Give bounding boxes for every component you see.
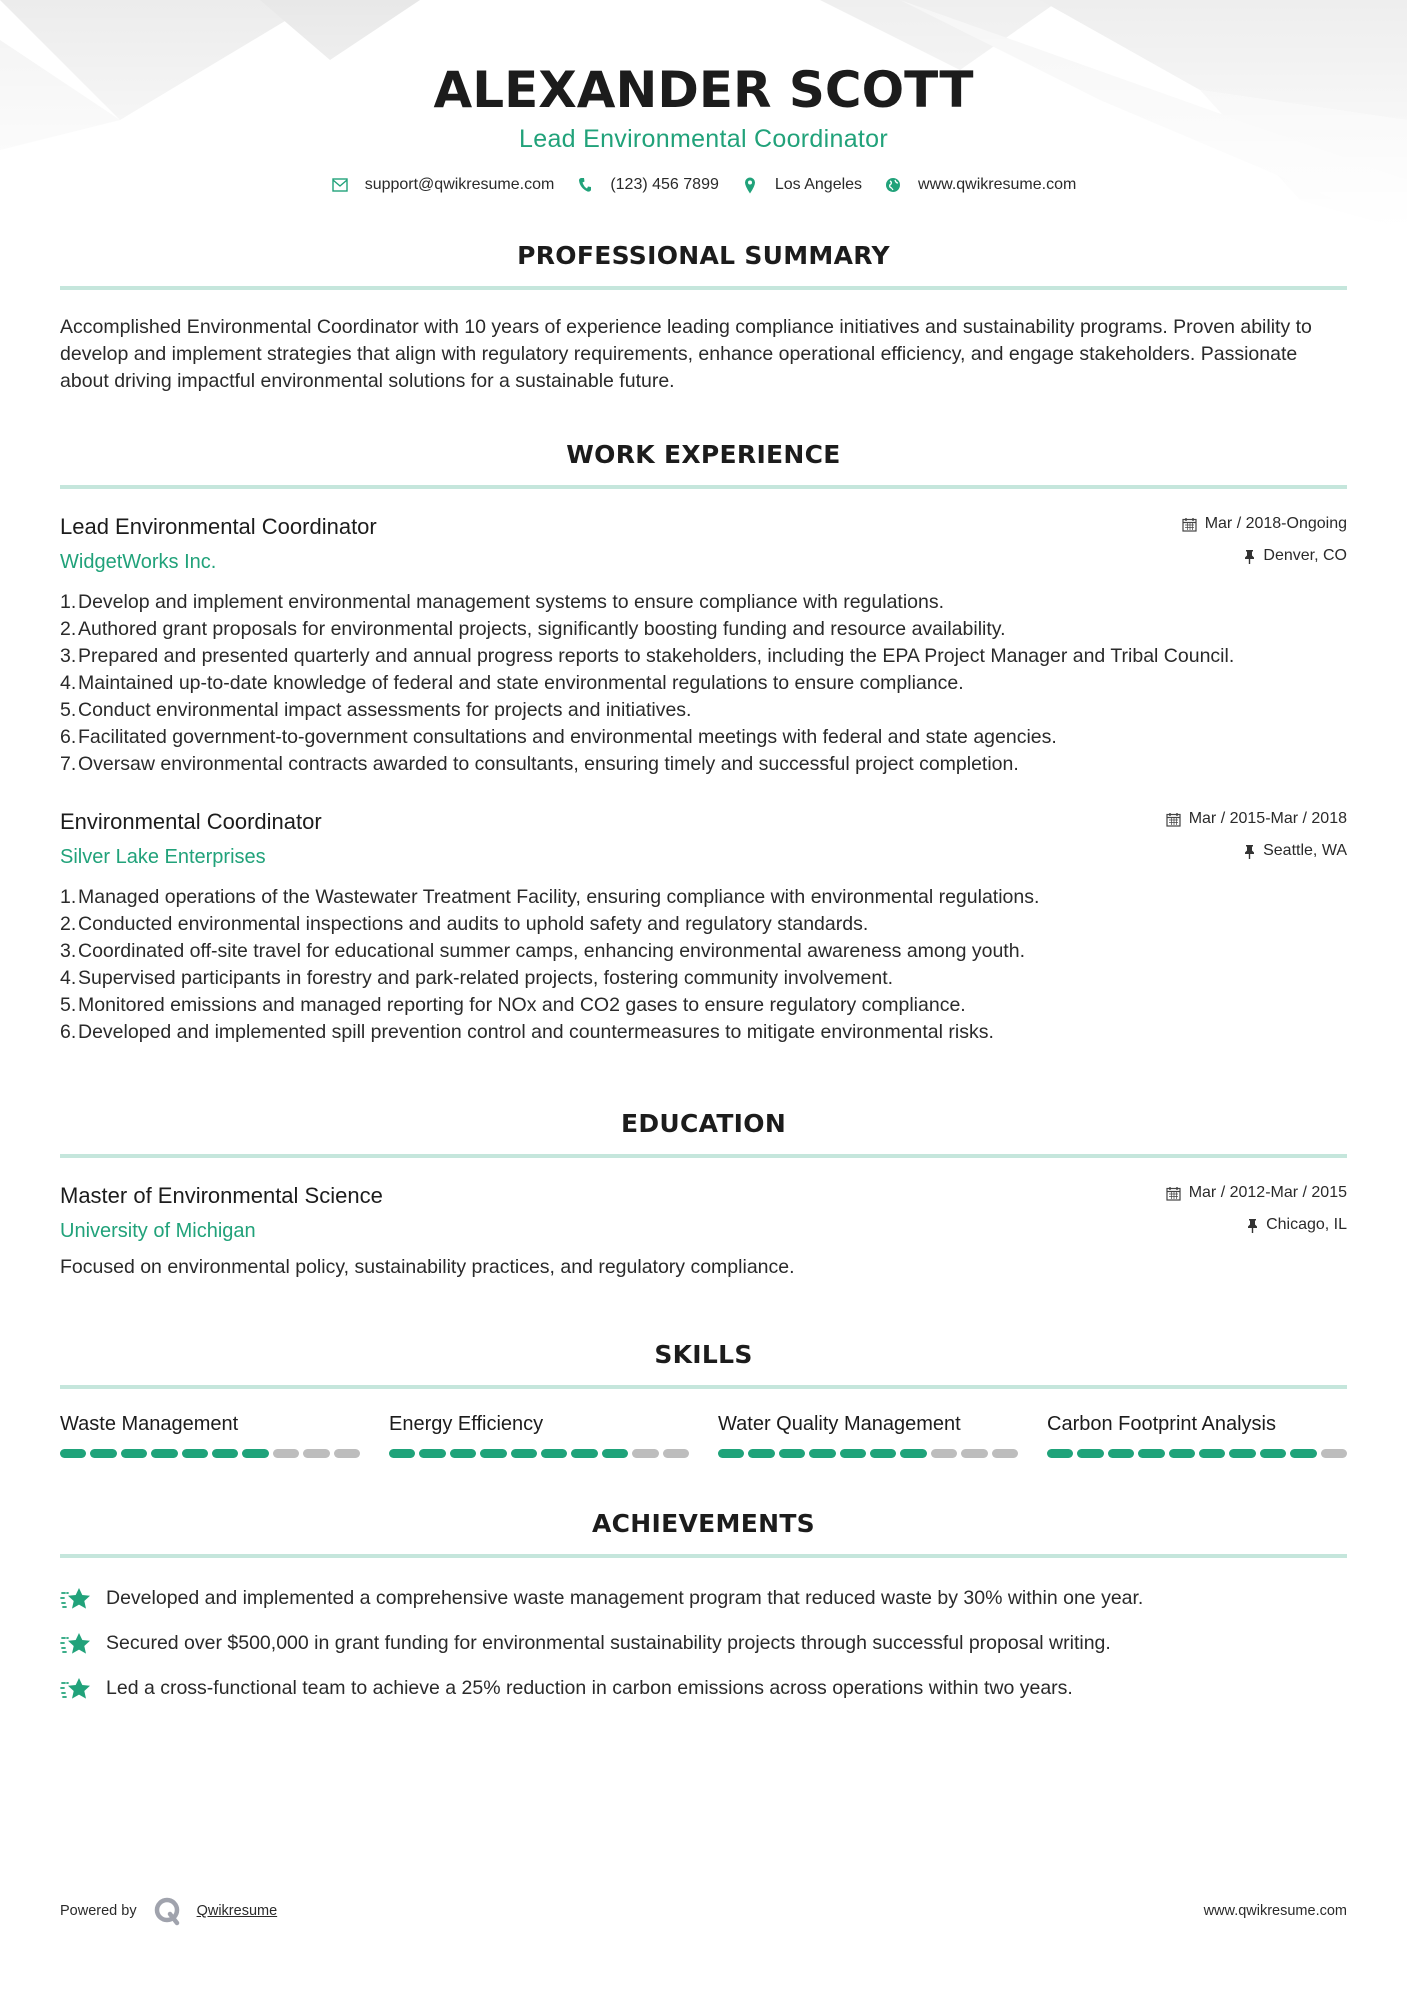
skill-dot [303, 1449, 329, 1458]
skill-dot [182, 1449, 208, 1458]
skill-dot [900, 1449, 926, 1458]
candidate-name: ALEXANDER SCOTT [433, 61, 974, 119]
job-location: Seattle, WA [1263, 842, 1347, 859]
contact-location-text: Los Angeles [774, 176, 863, 193]
job-location: Denver, CO [1263, 547, 1347, 564]
skill-dot [718, 1449, 744, 1458]
skill-dot [389, 1449, 415, 1458]
skill-dot [1047, 1449, 1073, 1458]
list-item: 3. Coordinated off-site travel for educational summer camps, enhancing environmental awareness among youth. [60, 940, 1025, 962]
job-dates: Mar / 2015-Mar / 2018 [1188, 810, 1347, 827]
education-location: Chicago, IL [1266, 1216, 1347, 1233]
candidate-role: Lead Environmental Coordinator [519, 125, 888, 153]
skill-dot [663, 1449, 689, 1458]
resume-header [60, 0, 1347, 194]
education-section [60, 1108, 1347, 1281]
pin-icon [1244, 549, 1255, 564]
star-icon [60, 1676, 94, 1702]
skill-item [1047, 1411, 1347, 1458]
contact-email[interactable] [331, 176, 555, 194]
achievements-title: ACHIEVEMENTS [592, 1509, 815, 1538]
list-item: Developed and implemented a comprehensive waste management program that reduced waste by 30% within one year. [60, 1576, 1347, 1621]
job-company: Silver Lake Enterprises [60, 846, 266, 868]
phone-icon [576, 176, 594, 194]
list-item: 4. Supervised participants in forestry and park-related projects, fostering community involvement. [60, 967, 894, 989]
job-dates: Mar / 2018-Ongoing [1204, 515, 1347, 532]
skill-dot [450, 1449, 476, 1458]
degree: Master of Environmental Science [60, 1183, 383, 1208]
list-item: 3. Prepared and presented quarterly and annual progress reports to stakeholders, including the EPA Project Manager and Tribal Council. [60, 645, 1235, 667]
summary-section [60, 240, 1347, 395]
skill-rating [389, 1449, 689, 1458]
job-title: Lead Environmental Coordinator [60, 514, 377, 539]
job-entry [60, 808, 1347, 1046]
skill-dot [1290, 1449, 1316, 1458]
list-item: 7. Oversaw environmental contracts awarded to consultants, ensuring timely and successful project completion. [60, 753, 1019, 775]
skill-dot [212, 1449, 238, 1458]
skill-rating [718, 1449, 1018, 1458]
email-icon [331, 176, 349, 194]
section-divider [60, 485, 1347, 489]
skill-dot [151, 1449, 177, 1458]
skill-dot [632, 1449, 658, 1458]
education-description: Focused on environmental policy, sustainability practices, and regulatory compliance. [60, 1256, 795, 1278]
skills-section [60, 1339, 1347, 1458]
contact-phone-text: (123) 456 7899 [610, 176, 719, 193]
experience-title: WORK EXPERIENCE [566, 440, 841, 469]
contact-website-text: www.qwikresume.com [918, 176, 1077, 193]
star-icon [60, 1631, 94, 1657]
list-item: Secured over $500,000 in grant funding for environmental sustainability projects through successful proposal writing. [60, 1621, 1347, 1666]
contact-website[interactable] [884, 176, 1076, 194]
qwikresume-logo-icon [153, 1896, 183, 1926]
list-item: Led a cross-functional team to achieve a 25% reduction in carbon emissions across operations within two years. [60, 1666, 1347, 1711]
skill-dot [931, 1449, 957, 1458]
page-footer [60, 1896, 1347, 1926]
skill-dot [1229, 1449, 1255, 1458]
skill-dot [779, 1449, 805, 1458]
job-bullets [60, 884, 1347, 1046]
skill-dot [840, 1449, 866, 1458]
list-item: 4. Maintained up-to-date knowledge of federal and state environmental regulations to ensure compliance. [60, 672, 964, 694]
list-item: 1. Develop and implement environmental management systems to ensure compliance with regulations. [60, 591, 945, 613]
list-item: 2. Conducted environmental inspections and audits to uphold safety and regulatory standards. [60, 913, 869, 935]
section-divider [60, 1154, 1347, 1158]
skill-dot [242, 1449, 268, 1458]
job-bullets [60, 589, 1347, 778]
list-item: 5. Conduct environmental impact assessments for projects and initiatives. [60, 699, 692, 721]
pin-icon [1244, 844, 1255, 859]
skill-dot [273, 1449, 299, 1458]
skill-rating [1047, 1449, 1347, 1458]
contact-location [741, 176, 862, 194]
job-entry [60, 513, 1347, 778]
skill-dot [602, 1449, 628, 1458]
education-dates: Mar / 2012-Mar / 2015 [1188, 1184, 1347, 1201]
skill-dot [1169, 1449, 1195, 1458]
skill-dot [809, 1449, 835, 1458]
list-item: 1. Managed operations of the Wastewater Treatment Facility, ensuring compliance with environmental regulations. [60, 886, 1040, 908]
skill-name: Energy Efficiency [389, 1413, 544, 1435]
education-entry [60, 1182, 1347, 1281]
section-divider [60, 1554, 1347, 1558]
skill-dot [1199, 1449, 1225, 1458]
job-company: WidgetWorks Inc. [60, 551, 217, 573]
footer-website[interactable]: www.qwikresume.com [1203, 1903, 1347, 1919]
calendar-icon [1166, 812, 1181, 827]
skill-dot [90, 1449, 116, 1458]
skill-item [389, 1411, 689, 1458]
achievements-section [60, 1508, 1347, 1711]
skill-dot [1321, 1449, 1347, 1458]
skill-dot [419, 1449, 445, 1458]
job-title: Environmental Coordinator [60, 809, 322, 834]
calendar-icon [1166, 1186, 1181, 1201]
star-icon [60, 1586, 94, 1612]
globe-icon [884, 176, 902, 194]
skill-name: Water Quality Management [718, 1413, 961, 1435]
skill-dot [334, 1449, 360, 1458]
skill-name: Waste Management [60, 1413, 239, 1435]
skill-dot [870, 1449, 896, 1458]
list-item: 2. Authored grant proposals for environmental projects, significantly boosting funding and resource availability. [60, 618, 1006, 640]
contact-phone[interactable] [576, 176, 719, 194]
experience-section [60, 439, 1347, 1046]
skill-dot [992, 1449, 1018, 1458]
skill-dot [961, 1449, 987, 1458]
skill-dot [60, 1449, 86, 1458]
summary-title: PROFESSIONAL SUMMARY [517, 241, 890, 270]
list-item: 6. Facilitated government-to-government consultations and environmental meetings with federal and state agencies. [60, 726, 1057, 748]
skill-dot [1077, 1449, 1103, 1458]
skill-dot [571, 1449, 597, 1458]
skills-title: SKILLS [654, 1340, 753, 1369]
location-icon [741, 176, 759, 194]
qwikresume-link[interactable]: Qwikresume [196, 1903, 278, 1919]
summary-text: Accomplished Environmental Coordinator with 10 years of experience leading compliance initiatives and sustainability programs. Proven ability to develop and implement strategies that align with regulatory requirements, enhance operational efficiency, and engage stakeholders. Passionate about driving impactful environmental solutions for a sustainable future. [60, 316, 1312, 392]
skill-dot [1260, 1449, 1286, 1458]
education-title: EDUCATION [620, 1109, 787, 1138]
section-divider [60, 286, 1347, 290]
powered-by [60, 1896, 277, 1926]
skill-name: Carbon Footprint Analysis [1047, 1413, 1277, 1435]
skill-dot [511, 1449, 537, 1458]
school: University of Michigan [60, 1220, 256, 1242]
contact-email-text: support@qwikresume.com [364, 176, 555, 193]
contact-bar [60, 176, 1347, 194]
skill-item [60, 1411, 360, 1458]
list-item: 6. Developed and implemented spill prevention control and countermeasures to mitigate environmental risks. [60, 1021, 994, 1043]
achievements-list [60, 1576, 1347, 1711]
skill-dot [541, 1449, 567, 1458]
skills-grid [60, 1411, 1347, 1458]
powered-by-label: Powered by [60, 1903, 137, 1919]
pin-icon [1247, 1218, 1258, 1233]
skill-dot [1108, 1449, 1134, 1458]
list-item: 5. Monitored emissions and managed reporting for NOx and CO2 gases to ensure regulatory compliance. [60, 994, 966, 1016]
section-divider [60, 1385, 1347, 1389]
skill-dot [1138, 1449, 1164, 1458]
skill-dot [480, 1449, 506, 1458]
skill-rating [60, 1449, 360, 1458]
skill-item [718, 1411, 1018, 1458]
skill-dot [748, 1449, 774, 1458]
skill-dot [121, 1449, 147, 1458]
calendar-icon [1182, 517, 1197, 532]
